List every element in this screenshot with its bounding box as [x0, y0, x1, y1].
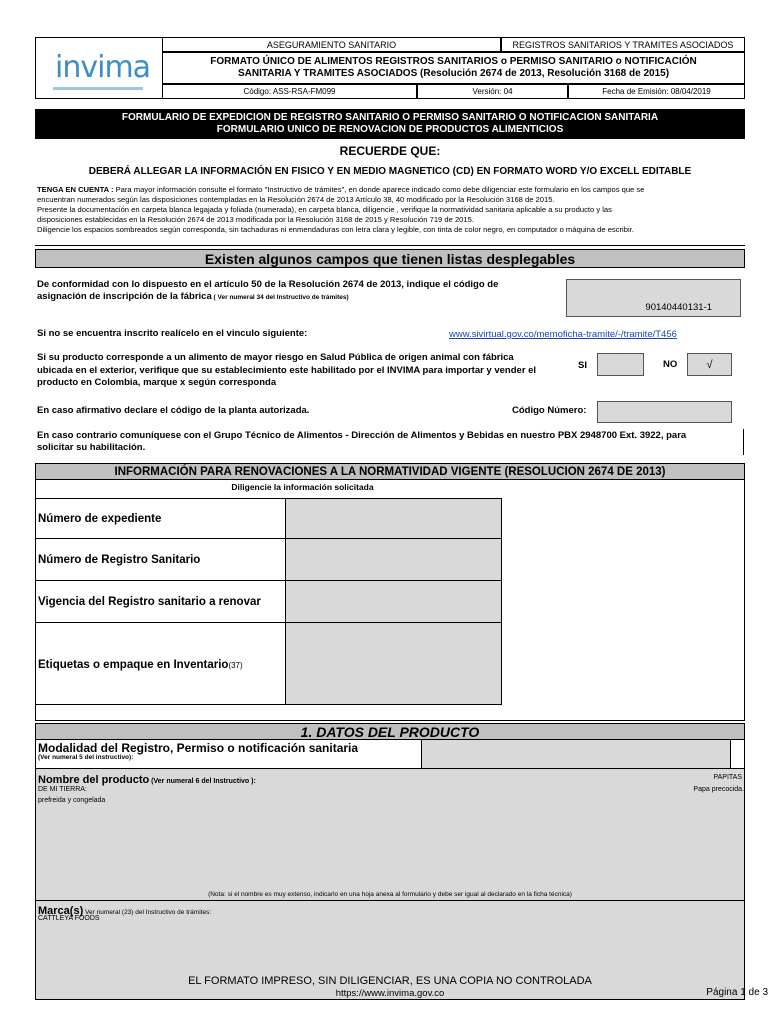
notes-label: TENGA EN CUENTA :	[37, 185, 114, 194]
contrario-q5a: En caso contrario comuníquese con el Grupo Técnico de Alimentos - Dirección de Alimentos y Bebidas en nuestro PBX 2948700 Ext. 3922, para	[37, 430, 687, 441]
nombre-value-left2: prefreida y congelada	[38, 797, 106, 804]
nombre-value-right2: Papa precocida.	[693, 786, 744, 793]
registro-field[interactable]	[285, 539, 502, 581]
contrario-q5b: solicitar su habilitación.	[37, 442, 146, 453]
expediente-field[interactable]	[285, 498, 502, 539]
footer-copia: EL FORMATO IMPRESO, SIN DILIGENCIAR, ES UNA COPIA NO CONTROLADA	[188, 975, 592, 987]
sivirtual-link[interactable]: www.sivirtual.gov.co/memoficha-tramite/-/tramite/T456	[449, 329, 677, 340]
nombre-nota: (Nota: si el nombre es muy extenso, indicarlo en una hoja anexa al formulario y debe ser igual al declarado en la ficha técnica)	[208, 891, 572, 898]
riesgo-question	[37, 352, 572, 390]
recuerde-title: RECUERDE QUE:	[339, 144, 441, 158]
renovaciones-subtitle: Diligencie la información solicitada	[231, 482, 374, 492]
si-checkbox[interactable]	[597, 353, 644, 376]
modalidad-label-block	[38, 742, 358, 761]
notes-line2: encuentran numerados según las disposiciones contempladas en la Resolución 2674 de 2013 Artículo 38, 40 modificado por la Resolución 3168 de 2015.	[37, 195, 555, 204]
modalidad-field[interactable]	[421, 740, 731, 769]
fabrica-q1c: ( Ver numeral 34 del Instructivo de trámites)	[211, 294, 349, 301]
nombre-value-left1: DE MI TIERRA:	[38, 786, 87, 793]
invima-logo	[35, 37, 162, 99]
etiquetas-label	[38, 659, 243, 672]
logo-tagline	[53, 87, 143, 90]
modalidad-sub: (Ver numeral 5 del instructivo):	[38, 754, 134, 761]
si-label: SI	[578, 360, 587, 371]
fabrica-q1a: De conformidad con lo dispuesto en el artículo 50 de la Resolución 2674 de 2013, indique el código de	[37, 279, 499, 290]
check-mark: √	[706, 358, 713, 371]
banner-line1: FORMULARIO DE EXPEDICION DE REGISTRO SANITARIO O PERMISO SANITARIO O NOTIFICACION SANITARIA	[121, 112, 659, 123]
riesgo-q3c: producto en Colombia, marque x según corresponda	[37, 377, 277, 388]
nombre-label: Nombre del producto	[38, 774, 150, 786]
fabrica-q1b: asignación de inscripción de la fábrica	[37, 291, 212, 302]
logo-text: invima	[55, 50, 151, 85]
planta-question: En caso afirmativo declare el código de la planta autorizada.	[37, 405, 310, 416]
no-label: NO	[663, 359, 678, 370]
registro-label: Número de Registro Sanitario	[38, 554, 201, 566]
fabrica-question	[37, 279, 557, 304]
doc-date: Fecha de Emisión: 08/04/2019	[568, 84, 745, 99]
nombre-producto-box	[35, 769, 745, 901]
inscripcion-question: Si no se encuentra inscrito realícelo en el vinculo siguiente:	[37, 328, 308, 339]
header-area: ASEGURAMIENTO SANITARIO	[162, 37, 501, 52]
etiquetas-text: Etiquetas o empaque en Inventario	[38, 659, 229, 671]
vigencia-label: Vigencia del Registro sanitario a renovar	[38, 596, 261, 608]
riesgo-q3a: Si su producto corresponde a un alimento de mayor riesgo en Salud Pública de origen animal con fábrica	[37, 352, 514, 363]
contrario-question	[37, 430, 747, 454]
marca-label: Marca(s)	[38, 905, 84, 917]
vigencia-field[interactable]	[285, 581, 502, 623]
doc-version: Versión: 04	[417, 84, 568, 99]
notes-block	[37, 185, 747, 235]
producto-title: 1. DATOS DEL PRODUCTO	[35, 723, 745, 740]
expediente-label: Número de expediente	[38, 513, 162, 525]
no-checkbox[interactable]	[687, 353, 732, 376]
notes-line3: Presente la documentación en carpeta blanca legajada y foliada (numerada), en carpeta blanca, diligencie , verifique la normatividad sanitaria aplicable a su producto y las	[37, 205, 612, 214]
notes-line1: Para mayor información consulte el formato "Instructivo de trámites", en donde aparece indicado como debe diligenciar este formulario en los campos que se	[113, 185, 645, 194]
notes-divider	[35, 245, 745, 246]
right-border	[743, 429, 744, 455]
fabrica-code-field[interactable]	[566, 279, 741, 317]
header-process: REGISTROS SANITARIOS Y TRAMITES ASOCIADOS	[501, 37, 745, 52]
codigo-numero-field[interactable]	[597, 401, 732, 423]
etiquetas-field[interactable]	[285, 623, 502, 705]
footer-page: Página 1 de 3	[706, 987, 768, 998]
nombre-value-right1: PAPITAS	[713, 774, 742, 781]
nombre-sub: (Ver numeral 6 del Instructivo ):	[149, 778, 256, 785]
renovaciones-title: INFORMACIÓN PARA RENOVACIONES A LA NORMATIVIDAD VIGENTE (RESOLUCION 2674 DE 2013)	[35, 463, 745, 480]
riesgo-q3b: ubicada en el exterior, verifique que su establecimiento este habilitado por el INVIMA para importar y vender el	[37, 364, 537, 376]
notes-line5: Diligencie los espacios sombreados según corresponda, sin tachaduras ni enmendaduras con letra clara y legible, con tinta de color negro, en computador o máquina de escribir.	[37, 225, 634, 234]
document-title: FORMATO ÚNICO DE ALIMENTOS REGISTROS SANITARIOS o PERMISO SANITARIO o NOTIFICACIÓN SANITARIA Y TRAMITES ASOCIADOS (Resolución 2674 de 2013, Resolución 3168 de 2015)	[162, 52, 745, 84]
marca-value: CATTLEYA FOODS	[38, 915, 100, 922]
dropdown-notice: Existen algunos campos que tienen listas desplegables	[35, 249, 745, 268]
etiquetas-sup: (37)	[228, 661, 243, 670]
form-banner	[35, 109, 745, 139]
marca-sub: Ver numeral (23) del Instructivo de trámites:	[83, 909, 212, 916]
modalidad-label: Modalidad del Registro, Permiso o notificación sanitaria	[38, 741, 359, 755]
codigo-numero-label: Código Número:	[512, 405, 587, 416]
doc-code: Código: ASS-RSA-FM099	[162, 84, 417, 99]
fabrica-code-value: 90140440131-1	[645, 302, 712, 313]
banner-line2: FORMULARIO UNICO DE RENOVACION DE PRODUCTOS ALIMENTICIOS	[216, 124, 564, 135]
footer-url: https://www.invima.gov.co	[335, 988, 445, 999]
notes-line4: disposiciones establecidas en la Resolución 2674 de 2013 modificada por la Resolución 3168 de 2015 y Resolución 719 de 2015.	[37, 215, 474, 224]
deber-text: DEBERÁ ALLEGAR LA INFORMACIÓN EN FISICO Y EN MEDIO MAGNETICO (CD) EN FORMATO WORD Y/O EXCELL EDITABLE	[88, 166, 692, 177]
